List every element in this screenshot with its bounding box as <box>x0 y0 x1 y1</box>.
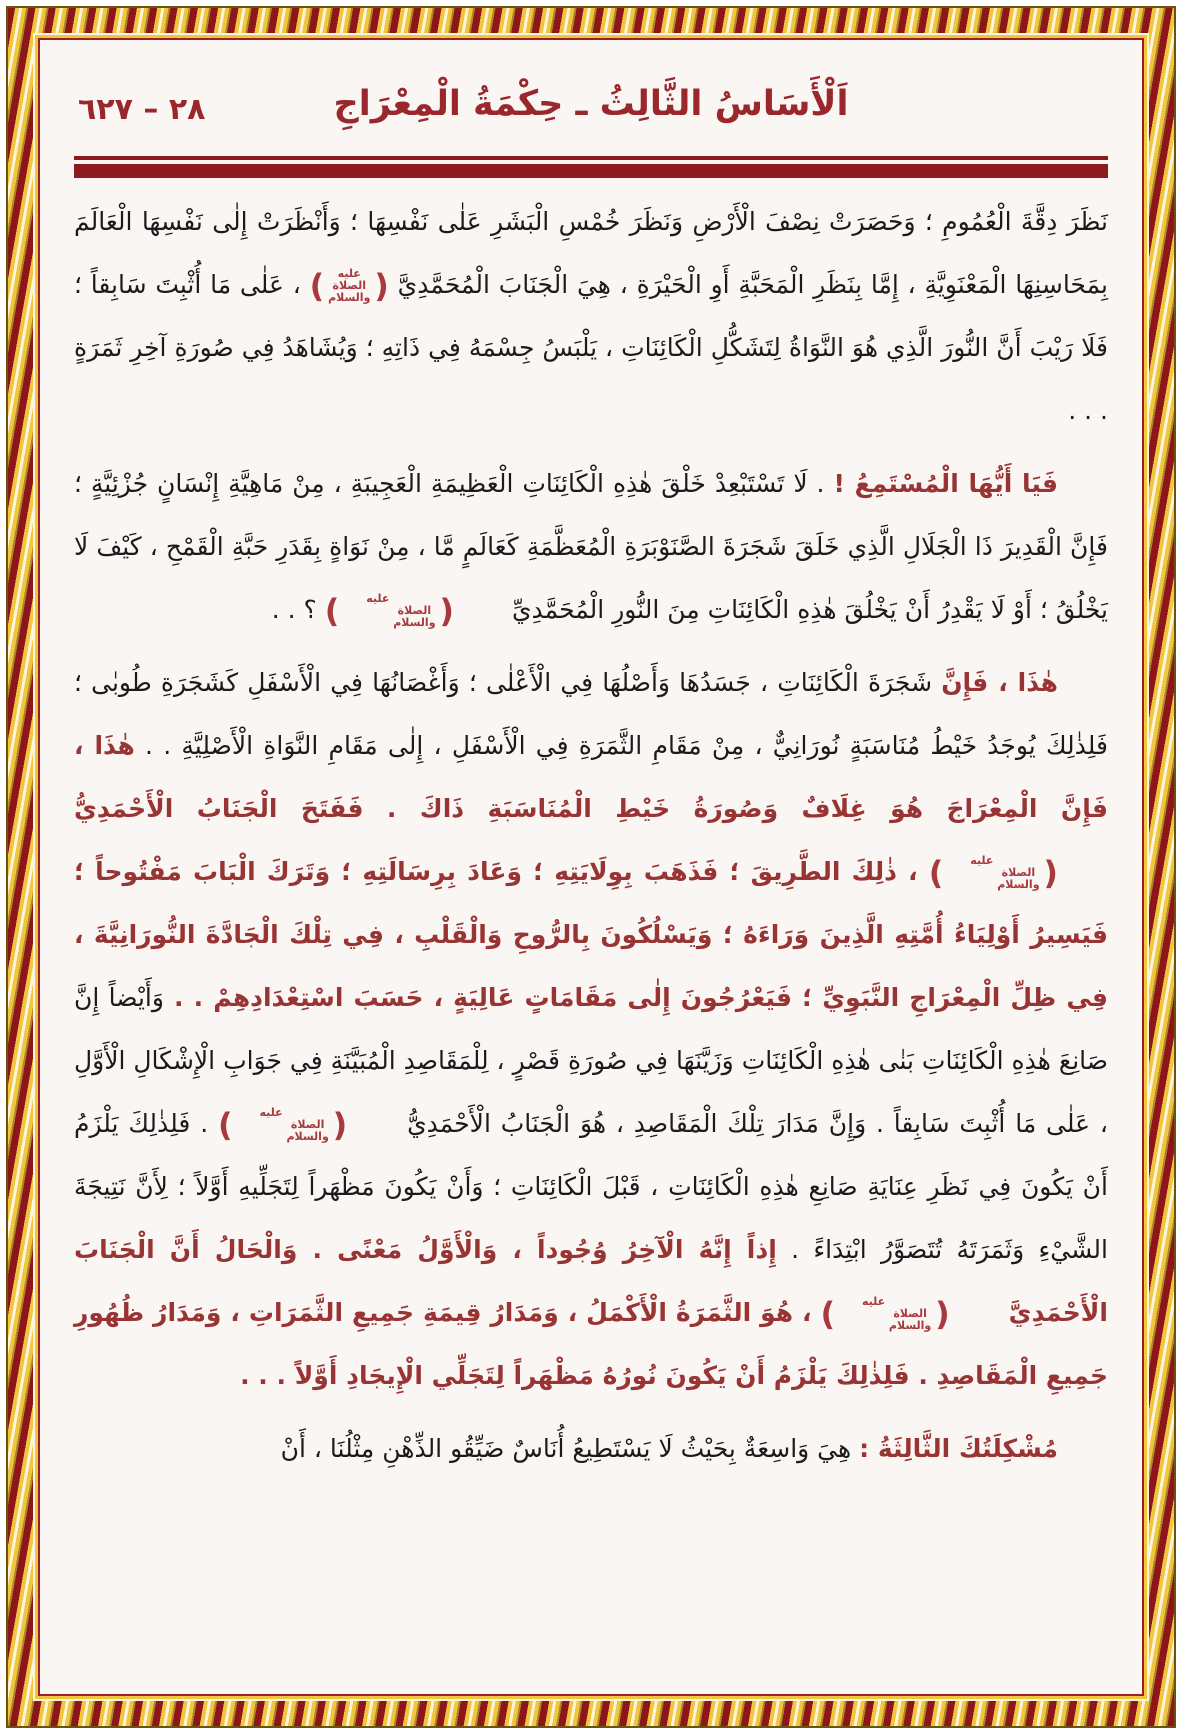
page-numbers: ٢٨ – ٦٢٧ <box>78 92 206 127</box>
salawat-paren: ) <box>309 267 325 305</box>
salawat-text: عليه الصلاة والسلام <box>970 854 1040 891</box>
ornamental-border <box>6 6 1176 1728</box>
emphasis-red-text: فَيَا أَيُّهَا الْمُسْتَمِعُ ! <box>833 469 1059 498</box>
paragraph <box>74 651 1108 1407</box>
page-header <box>74 84 1108 142</box>
salawat-calligraphy-stamp <box>325 593 504 629</box>
salawat-paren: ( <box>1043 854 1058 892</box>
body-black-text: شَجَرَةَ الْكَائِنَاتِ ، جَسَدُهَا وَأَصْلُهَا فِي الْأَعْلٰى ؛ وَأَغْصَانُهَا فِي الْأَسْفَلِ كَشَجَرَةِ طُوبٰى ؛ فَلِذٰلِكَ يُوجَدُ خَيْطُ مُنَاسَبَةٍ نُورَانِيٌّ ، مِنْ مَقَامِ الثَّمَرَةِ فِي الْأَسْفَلِ ، إِلٰى مَقَامِ النَّوَاةِ الْأَصْلِيَّةِ . . <box>74 668 1109 760</box>
body-black-text: هِيَ وَاسِعَةٌ بِحَيْثُ لَا يَسْتَطِيعُ أُنَاسٌ ضَيِّقُو الذِّهْنِ مِثْلُنَا ، أَنْ <box>280 1434 860 1463</box>
paragraph <box>74 1417 1108 1480</box>
header-divider-rule <box>74 156 1108 178</box>
salawat-calligraphy-stamp <box>310 268 389 304</box>
body-black-text: وَأَيْضاً إِنَّ صَانِعَ هٰذِهِ الْكَائِنَاتِ بَنٰى هٰذِهِ الْكَائِنَاتِ وَزَيَّنَهَا فِي صُورَةِ قَصْرٍ ، لِلْمَقَاصِدِ الْمُبَيَّنَةِ فِي جَوَابِ الْإِشْكَالِ الْأَوَّلِ ، عَلٰى مَا أُثْبِتَ سَابِقاً . وَإِنَّ مَدَارَ تِلْكَ الْمَقَاصِدِ ، هُوَ الْجَنَابُ الْأَحْمَدِيُّ <box>74 983 1108 1138</box>
salawat-calligraphy-stamp <box>820 1296 999 1332</box>
emphasis-red-text: هٰذَا ، فَإِنَّ الْمِعْرَاجَ هُوَ غِلَافٌ وَصُورَةُ خَيْطِ الْمُنَاسَبَةِ ذَاكَ . فَفَتَحَ الْجَنَابُ الْأَحْمَدِيُّ <box>74 731 1108 823</box>
salawat-text: عليه الصلاة والسلام <box>366 592 436 629</box>
salawat-text: عليه الصلاة والسلام <box>259 1106 329 1143</box>
salawat-calligraphy-stamp <box>218 1107 397 1143</box>
body-black-text: . فَلِذٰلِكَ يَلْزَمُ أَنْ يَكُونَ فِي نَظَرِ عِنَايَةِ صَانِعِ هٰذِهِ الْكَائِنَاتِ ، قَبْلَ الْكَائِنَاتِ ؛ وَأَنْ يَكُونَ مَظْهَراً لِتَجَلِّيهِ أَوَّلاً ؛ لِأَنَّ نَتِيجَةَ الشَّيْءِ وَثَمَرَتَهُ تُتَصَوَّرُ ابْتِدَاءً . <box>74 1109 1108 1264</box>
salawat-text: عليه الصلاة والسلام <box>328 267 371 304</box>
emphasis-red-text: ، هُوَ الثَّمَرَةُ الْأَكْمَلُ ، وَمَدَارُ قِيمَةِ جَمِيعِ الثَّمَرَاتِ ، وَمَدَارُ ظُهُورِ جَمِيعِ الْمَقَاصِدِ . فَلِذٰلِكَ يَلْزَمُ أَنْ يَكُونَ نُورُهُ مَظْهَراً لِتَجَلِّي الْإِيجَادِ أَوَّلاً . . . <box>74 1298 1108 1390</box>
salawat-paren: ) <box>218 1106 233 1144</box>
emphasis-red-text: مُشْكِلَتُكَ الثَّالِثَةُ : <box>859 1434 1058 1463</box>
salawat-calligraphy-stamp <box>929 855 1108 891</box>
salawat-paren: ( <box>935 1295 950 1333</box>
salawat-paren: ) <box>324 592 340 630</box>
emphasis-red-text: إِذاً إِنَّهُ الْآخِرُ وُجُوداً ، وَالْأَوَّلُ مَعْنًى . وَالْحَالُ أَنَّ الْجَنَابَ الْأَحْمَدِيَّ <box>74 1235 1108 1327</box>
body-text <box>74 190 1108 1480</box>
salawat-paren: ) <box>820 1295 836 1333</box>
body-black-text: ، عَلٰى مَا أُثْبِتَ سَابِقاً ؛ فَلَا رَيْبَ أَنَّ النُّورَ الَّذِي هُوَ النَّوَاةُ لِتَشَكُّلِ الْكَائِنَاتِ ، يَلْبَسُ جِسْمَهُ فِي ذَاتِهِ ؛ وَيُشَاهَدُ فِي صُورَةِ آخِرِ ثَمَرَةٍ . . . <box>74 270 1108 425</box>
body-black-text: ؟ . . <box>271 595 325 624</box>
paragraph <box>74 190 1108 442</box>
emphasis-red-text: ، ذٰلِكَ الطَّرِيقَ ؛ فَذَهَبَ بِوِلَايَتِهِ ؛ وَعَادَ بِرِسَالَتِهِ ؛ وَتَرَكَ الْبَابَ مَفْتُوحاً ؛ فَيَسِيرُ أَوْلِيَاءُ أُمَّتِهِ الَّذِينَ وَرَاءَهُ ؛ وَيَسْلُكُونَ بِالرُّوحِ وَالْقَلْبِ ، فِي تِلْكَ الْجَادَّةَ النُّورَانِيَّةَ ، فِي ظِلِّ الْمِعْرَاجِ النَّبَوِيِّ ؛ فَيَعْرُجُونَ إِلٰى مَقَامَاتٍ عَالِيَةٍ ، حَسَبَ اسْتِعْدَادِهِمْ . . <box>74 857 1108 1012</box>
salawat-paren: ( <box>332 1106 348 1144</box>
salawat-paren: ) <box>928 854 944 892</box>
salawat-paren: ( <box>439 592 454 630</box>
page-sheet <box>38 38 1144 1696</box>
body-black-text: نَظَرَ دِقَّةَ الْعُمُومِ ؛ وَحَصَرَتْ نِصْفَ الْأَرْضِ وَنَظَرَ خُمْسِ الْبَشَرِ عَلٰى نَفْسِهَا ؛ وَأَنْظَرَتْ إِلٰى نَفْسِهَا الْعَالَمَ بِمَحَاسِنِهَا الْمَعْنَوِيَّةِ ، إِمَّا بِنَظَرِ الْمَحَبَّةِ أَوِ الْحَيْرَةِ ، هِيَ الْجَنَابَ الْمُحَمَّدِيَّ <box>74 207 1108 299</box>
paragraph <box>74 452 1108 641</box>
salawat-text: عليه الصلاة والسلام <box>861 1295 932 1332</box>
body-black-text: . لَا تَسْتَبْعِدْ خَلْقَ هٰذِهِ الْكَائِنَاتِ الْعَظِيمَةِ الْعَجِيبَةِ ، مِنْ مَاهِيَّةِ إِنْسَانٍ جُزْئِيَّةٍ ؛ فَإِنَّ الْقَدِيرَ ذَا الْجَلَالِ الَّذِي خَلَقَ شَجَرَةَ الصَّنَوْبَرَةِ الْمُعَظَّمَةِ كَعَالَمٍ مَّا ، مِنْ نَوَاةٍ بِقَدَرِ حَبَّةِ الْقَمْحِ ، كَيْفَ لَا يَخْلُقُ ؛ أَوْ لَا يَقْدِرُ أَنْ يَخْلُقَ هٰذِهِ الْكَائِنَاتِ مِنَ النُّورِ الْمُحَمَّدِيِّ <box>74 469 1108 624</box>
page-title: اَلْأَسَاسُ الثَّالِثُ ـ حِكْمَةُ الْمِعْرَاجِ <box>333 84 849 124</box>
salawat-paren: ( <box>374 267 389 305</box>
emphasis-red-text: هٰذَا ، فَإِنَّ <box>941 668 1058 697</box>
